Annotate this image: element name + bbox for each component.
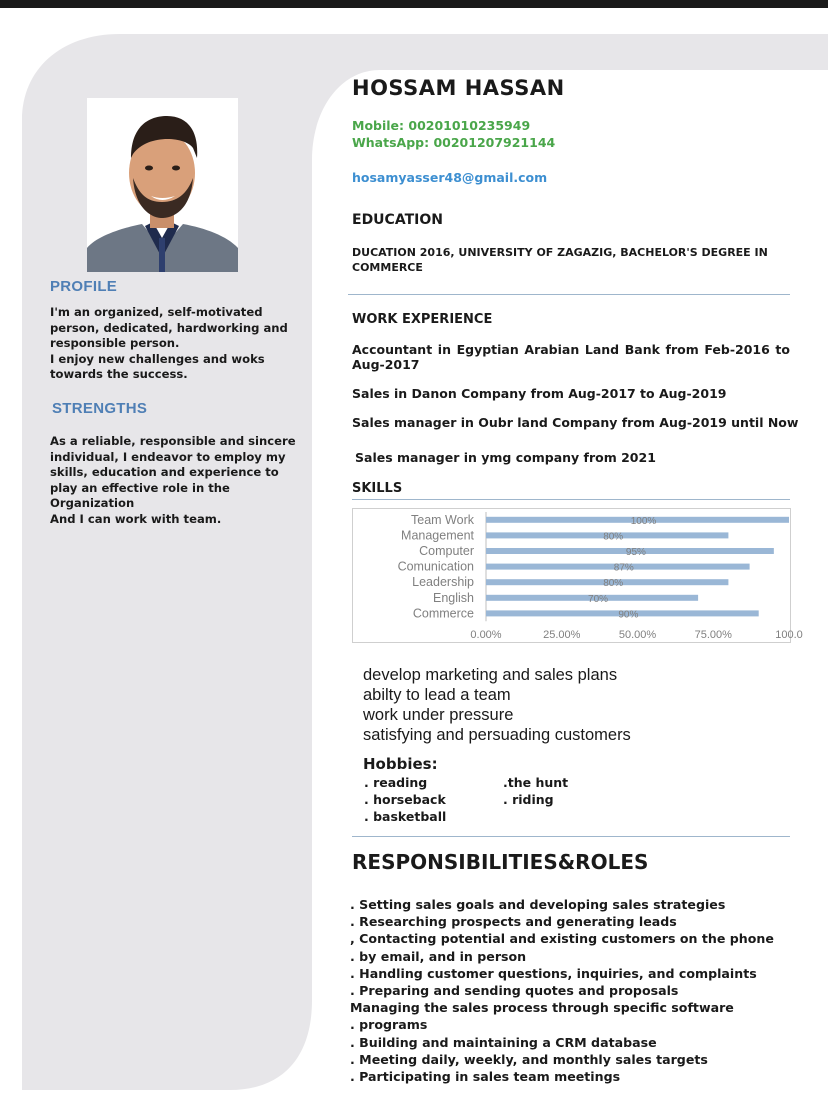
skill-item: work under pressure <box>363 706 514 724</box>
divider <box>348 294 790 295</box>
skill-item: abilty to lead a team <box>363 686 511 704</box>
skills-chart-svg <box>352 508 803 642</box>
profile-photo <box>87 98 238 272</box>
hobby-item: . riding <box>503 792 554 807</box>
skills-chart <box>352 508 803 642</box>
skill-list <box>363 665 631 745</box>
list-item: . by email, and in person <box>350 948 527 964</box>
list-item: . Setting sales goals and developing sales strategies <box>350 897 726 912</box>
chart-category-label: Team Work <box>411 512 474 527</box>
list-item: . Building and maintaining a CRM database <box>350 1034 657 1050</box>
chart-category-label: Comunication <box>397 559 474 574</box>
hobby-item: . reading <box>364 775 428 790</box>
strengths-text: As a reliable, responsible and sincere individual, I endeavor to employ my skills, education and experience to play an effective role in the Organization And I can work with team. <box>50 434 296 526</box>
chart-x-tick: 100.0 <box>775 629 803 641</box>
mobile-number: Mobile: 00201010235949 <box>352 118 531 133</box>
divider <box>352 836 790 837</box>
chart-data-label: 70% <box>588 593 609 605</box>
chart-category-label: English <box>433 590 474 605</box>
chart-data-label: 100% <box>630 515 657 527</box>
list-item: Managing the sales process through specific software <box>350 1000 734 1016</box>
hobby-item: . basketball <box>364 809 447 824</box>
candidate-name: HOSSAM HASSAN <box>352 76 565 100</box>
responsibilities-title: RESPONSIBILITIES&ROLES <box>352 850 649 874</box>
person-photo-icon <box>87 98 238 272</box>
chart-x-tick: 0.00% <box>470 629 502 641</box>
work-item-1: Accountant in Egyptian Arabian Land Bank from Feb-2016 to <box>352 342 790 357</box>
list-item: . Researching prospects and generating leads <box>350 914 677 930</box>
work-item-4: Sales manager in ymg company from 2021 <box>355 450 656 465</box>
chart-category-label: Management <box>401 528 474 543</box>
education-line-1: DUCATION 2016, UNIVERSITY OF ZAGAZIG, BACHELOR'S DEGREE IN <box>352 246 768 259</box>
chart-x-tick: 25.00% <box>543 629 581 641</box>
work-item-3: Sales manager in Oubr land Company from Aug-2019 until Now <box>352 415 799 430</box>
list-item: . Handling customer questions, inquiries, and complaints <box>350 965 757 981</box>
list-item: . Preparing and sending quotes and proposals <box>350 983 679 999</box>
chart-category-label: Commerce <box>412 606 474 621</box>
email-address[interactable]: hosamyasser48@gmail.com <box>352 170 548 185</box>
list-item: . programs <box>350 1017 428 1033</box>
work-title: WORK EXPERIENCE <box>352 312 493 327</box>
chart-data-label: 90% <box>618 609 639 621</box>
hobby-item: .the hunt <box>503 775 569 790</box>
chart-data-label: 87% <box>613 562 634 574</box>
whatsapp-number: WhatsApp: 00201207921144 <box>352 135 556 150</box>
list-item: . Meeting daily, weekly, and monthly sales targets <box>350 1051 708 1067</box>
chart-data-label: 80% <box>603 578 624 590</box>
hobbies-title: Hobbies: <box>363 755 438 773</box>
list-item: , Contacting potential and existing customers on the phone <box>350 931 774 947</box>
chart-category-label: Leadership <box>412 575 474 590</box>
chart-data-label: 80% <box>603 531 624 543</box>
chart-data-label: 95% <box>625 547 646 558</box>
skill-item: develop marketing and sales plans <box>363 666 618 684</box>
work-item-2: Sales in Danon Company from Aug-2017 to Aug-2019 <box>352 386 727 401</box>
skill-item: satisfying and persuading customers <box>363 726 631 744</box>
responsibilities-list <box>350 896 774 1085</box>
education-title: EDUCATION <box>352 212 443 228</box>
chart-category-label: Computer <box>419 544 474 558</box>
profile-text: I'm an organized, self-motivated person, dedicated, hardworking and responsible person. I enjoy new challenges and woks towards the success. <box>50 305 288 381</box>
profile-title: PROFILE <box>50 278 118 295</box>
strengths-title: STRENGTHS <box>52 400 148 417</box>
work-item-1-cont: Aug-2017 <box>352 357 420 372</box>
skills-title: SKILLS <box>352 481 403 496</box>
chart-x-tick: 75.00% <box>694 629 732 641</box>
skills-divider <box>352 499 790 500</box>
hobby-item: . horseback <box>364 792 446 807</box>
education-line-2: COMMERCE <box>352 261 423 274</box>
list-item: . Participating in sales team meetings <box>350 1069 621 1085</box>
chart-x-tick: 50.00% <box>618 629 657 641</box>
